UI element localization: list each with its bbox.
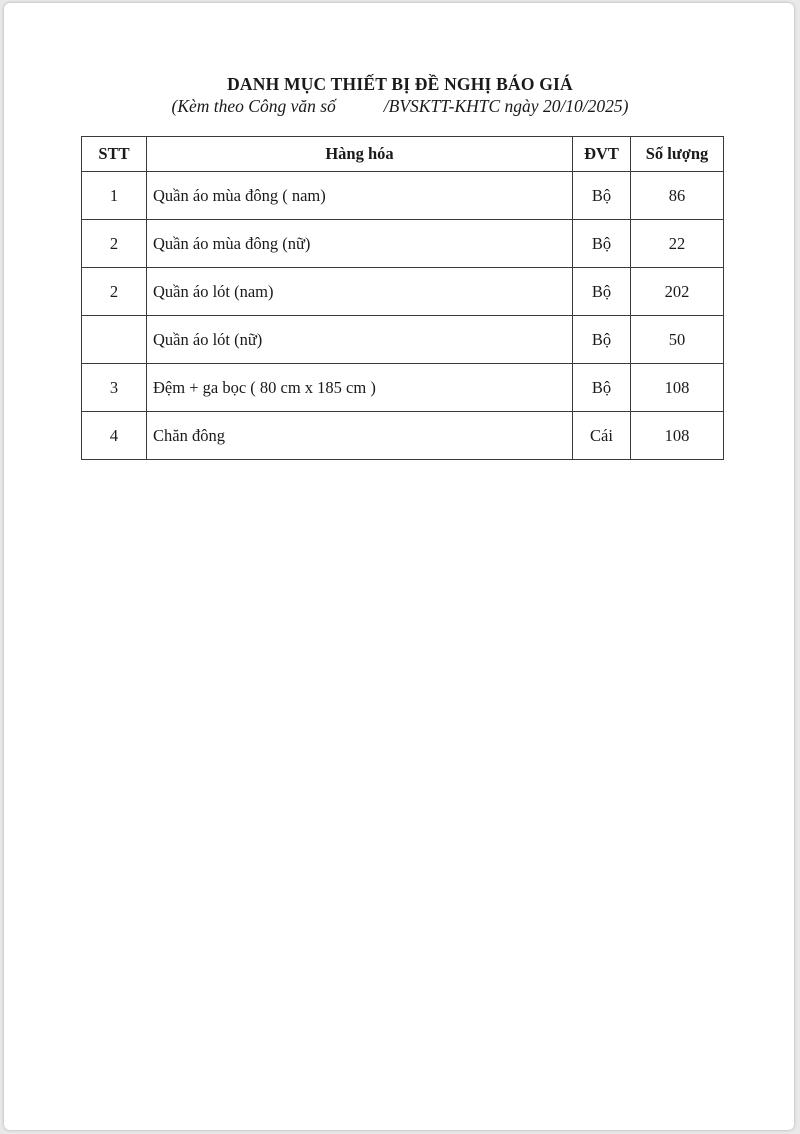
cell-name: Quần áo lót (nam) bbox=[147, 268, 573, 316]
subtitle-suffix: /BVSKTT-KHTC ngày 20/10/2025) bbox=[383, 96, 629, 116]
cell-name: Đệm + ga bọc ( 80 cm x 185 cm ) bbox=[147, 364, 573, 412]
cell-stt: 1 bbox=[82, 172, 147, 220]
cell-stt: 4 bbox=[82, 412, 147, 460]
table-row bbox=[82, 268, 724, 316]
cell-unit: Bộ bbox=[573, 268, 631, 316]
cell-unit: Bộ bbox=[573, 220, 631, 268]
cell-qty: 50 bbox=[631, 316, 724, 364]
cell-qty: 86 bbox=[631, 172, 724, 220]
document-subtitle bbox=[0, 96, 800, 117]
table-row bbox=[82, 172, 724, 220]
cell-name: Quần áo lót (nữ) bbox=[147, 316, 573, 364]
header-qty: Số lượng bbox=[631, 137, 724, 172]
cell-name: Quần áo mùa đông (nữ) bbox=[147, 220, 573, 268]
table-row bbox=[82, 316, 724, 364]
cell-stt: 3 bbox=[82, 364, 147, 412]
subtitle-prefix: (Kèm theo Công văn số bbox=[171, 96, 336, 116]
cell-unit: Bộ bbox=[573, 316, 631, 364]
table-header-row bbox=[82, 137, 724, 172]
cell-qty: 108 bbox=[631, 412, 724, 460]
cell-qty: 108 bbox=[631, 364, 724, 412]
table-row bbox=[82, 412, 724, 460]
header-unit: ĐVT bbox=[573, 137, 631, 172]
document-title: DANH MỤC THIẾT BỊ ĐỀ NGHỊ BÁO GIÁ bbox=[227, 74, 573, 94]
cell-unit: Cái bbox=[573, 412, 631, 460]
header-stt: STT bbox=[82, 137, 147, 172]
cell-name: Chăn đông bbox=[147, 412, 573, 460]
table-row bbox=[82, 364, 724, 412]
cell-qty: 202 bbox=[631, 268, 724, 316]
cell-qty: 22 bbox=[631, 220, 724, 268]
cell-unit: Bộ bbox=[573, 172, 631, 220]
cell-stt bbox=[82, 316, 147, 364]
cell-unit: Bộ bbox=[573, 364, 631, 412]
header-name: Hàng hóa bbox=[147, 137, 573, 172]
table-row bbox=[82, 220, 724, 268]
equipment-table bbox=[81, 136, 724, 460]
cell-stt: 2 bbox=[82, 220, 147, 268]
cell-name: Quần áo mùa đông ( nam) bbox=[147, 172, 573, 220]
cell-stt: 2 bbox=[82, 268, 147, 316]
